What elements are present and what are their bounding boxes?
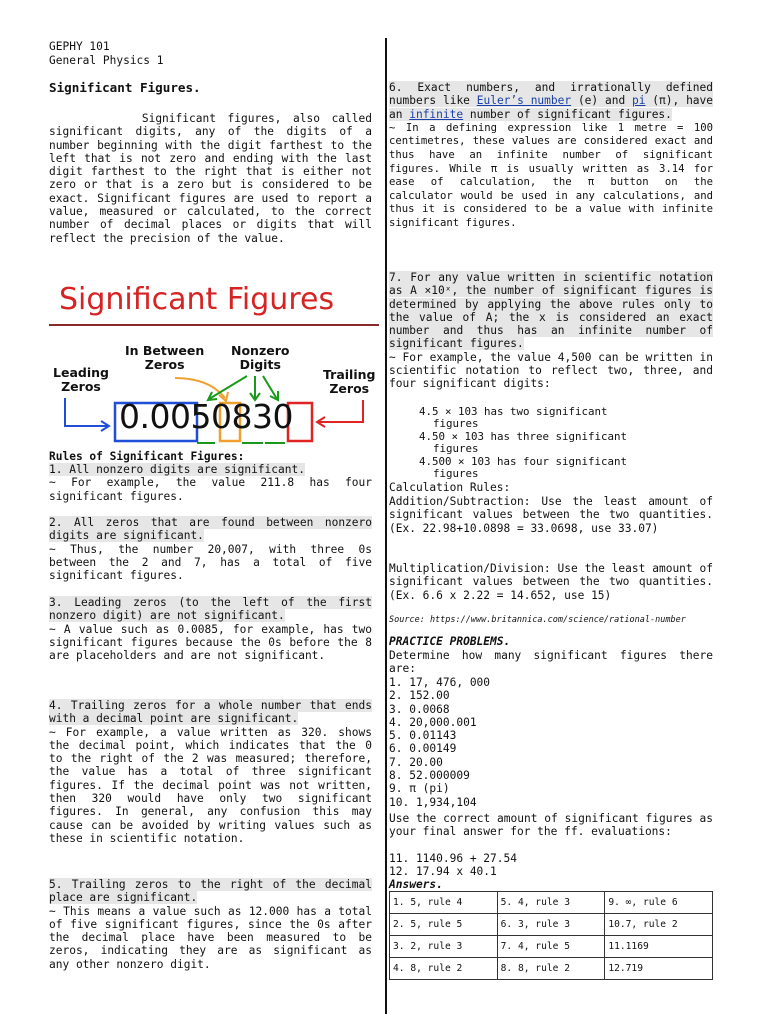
calc-addition-rule: Addition/Subtraction: Use the least amount of significant values between the two quantities. (Ex. 22.98+10.0898 = 33.0698, use 33.07) xyxy=(389,495,713,535)
answer-cell: 3. 2, rule 3 xyxy=(390,936,498,958)
intro-paragraph: Significant figures, also called significant digits, any of the digits of a number beginning with the digit farthest to the left that is not zero and ending with the last digit farthest to the right that is either not zero or that is a zero but is considered to be exact. Significant figures are used to report a value, measured or calculated, to the correct number of decimal places or digits that will reflect the precision of the value. xyxy=(49,112,379,245)
rule-5-example: ~ This means a value such as 12.000 has a total of five significant figures, since the 0s after the decimal place have been measured to be zeros, indicating they are as significant as any other nonzero digit. xyxy=(49,904,372,971)
rule-5-text: 5. Trailing zeros to the right of the decimal place are significant. xyxy=(49,878,372,905)
rule-6 xyxy=(389,81,713,230)
answer-cell: 2. 5, rule 5 xyxy=(390,914,498,936)
calc-multiplication-rule: Multiplication/Division: Use the least amount of significant values between the two quantities. (Ex. 6.6 x 2.22 = 14.652, use 15) xyxy=(389,562,713,602)
answer-cell: 6. 3, rule 3 xyxy=(497,914,605,936)
answer-cell: 7. 4, rule 5 xyxy=(497,936,605,958)
pi-link[interactable]: pi xyxy=(632,94,646,108)
section-title: Significant Figures. xyxy=(49,80,201,95)
label-in-between-zeros: In Between Zeros xyxy=(125,343,205,372)
course-code: GEPHY 101 xyxy=(49,40,110,53)
example-number: 0.0050830 xyxy=(119,397,293,436)
rule-1 xyxy=(49,463,372,503)
answer-cell: 11.1169 xyxy=(605,936,713,958)
rule-4-example: ~ For example, a value written as 320. shows the decimal point, which indicates that the 0 to the right of the 2 was measured; therefore, the value has a total of three significant figures. If the decimal point was not written, then 320 would have only two significant figures. In general, any confusion this may cause can be avoided by writing values such as these in scientific notation. xyxy=(49,725,372,845)
practice-item-9: 9. π (pi) xyxy=(389,782,450,796)
practice-item-10: 10. 1,934,104 xyxy=(389,795,477,809)
practice-list-2 xyxy=(389,852,713,879)
answers-heading: Answers. xyxy=(389,878,443,891)
sci-item-2b: figures xyxy=(433,442,479,456)
label-trailing-zeros: Trailing Zeros xyxy=(323,367,376,396)
practice-intro-2: Use the correct amount of significant figures as your final answer for the ff. evaluations: xyxy=(389,812,713,839)
rule-1-example: ~ For example, the value 211.8 has four significant figures. xyxy=(49,476,372,503)
answer-cell: 12.719 xyxy=(605,958,713,980)
practice-item-5: 5. 0.01143 xyxy=(389,729,457,743)
rule-6-text: 6. Exact numbers, and irrationally defined numbers like Euler’s number (e) and pi (π), have an infinite number of significant figures. xyxy=(389,81,714,121)
practice-list xyxy=(389,676,713,809)
rule-7-example: ~ For example, the value 4,500 can be written in scientific notation to reflect two, three, and four significant digits: xyxy=(389,350,713,391)
diagram-title: Significant Figures xyxy=(59,282,335,317)
sci-item-3a: 4.500 × 103 has four significant xyxy=(419,454,628,468)
answer-cell: 9. ∞, rule 6 xyxy=(605,892,713,914)
practice-item-3: 3. 0.0068 xyxy=(389,702,450,716)
practice-item-12: 12. 17.94 x 40.1 xyxy=(389,865,497,879)
practice-item-1: 1. 17, 476, 000 xyxy=(389,676,491,689)
table-row xyxy=(390,936,713,958)
eulers-number-link[interactable]: Euler’s number xyxy=(476,94,572,108)
course-name: General Physics 1 xyxy=(49,54,164,67)
answer-cell: 8. 8, rule 2 xyxy=(497,958,605,980)
sci-item-3b: figures xyxy=(433,467,479,481)
calc-rules-heading: Calculation Rules: xyxy=(389,481,511,494)
label-nonzero-digits: Nonzero Digits xyxy=(231,343,290,372)
rule-4-text: 4. Trailing zeros for a whole number that ends with a decimal point are significant. xyxy=(49,699,372,726)
answer-cell: 1. 5, rule 4 xyxy=(390,892,498,914)
table-row xyxy=(390,892,713,914)
infinite-link[interactable]: infinite xyxy=(409,107,464,121)
practice-item-4: 4. 20,000.001 xyxy=(389,715,477,729)
source-citation: Source: https://www.britannica.com/science/rational-number xyxy=(389,615,686,625)
sci-item-2a: 4.50 × 103 has three significant xyxy=(419,429,628,443)
rule-5 xyxy=(49,878,372,971)
rules-heading: Rules of Significant Figures: xyxy=(49,450,245,463)
practice-heading: PRACTICE PROBLEMS. xyxy=(389,635,511,648)
practice-item-2: 2. 152.00 xyxy=(389,689,450,703)
label-leading-zeros: Leading Zeros xyxy=(53,365,109,394)
answer-cell: 4. 8, rule 2 xyxy=(390,958,498,980)
answer-cell: 10.7, rule 2 xyxy=(605,914,713,936)
sci-notation-list xyxy=(389,406,713,480)
column-divider xyxy=(385,38,387,1014)
rule-2-example: ~ Thus, the number 20,007, with three 0s between the 2 and 7, has a total of five significant figures. xyxy=(49,542,372,583)
answers-table xyxy=(389,891,713,980)
practice-item-7: 7. 20.00 xyxy=(389,755,443,769)
rule-2-text: 2. All zeros that are found between nonzero digits are significant. xyxy=(49,516,372,543)
table-row xyxy=(390,914,713,936)
rule-6-example: ~ In a defining expression like 1 metre = 100 centimetres, these values are considered exact and thus have an infinite number of significant figures. While π is usually written as 3.14 for ease of calculation, the π button on the calculator would be used in any calculations, and thus it is considered to be a value with infinite significant figures. xyxy=(389,121,713,230)
trailing-arrow xyxy=(319,400,363,422)
rule-3 xyxy=(49,596,372,662)
practice-item-6: 6. 0.00149 xyxy=(389,742,457,756)
rule-3-example: ~ A value such as 0.0085, for example, has two significant figures because the 0s before the 8 are placeholders and are not significant. xyxy=(49,622,372,663)
table-row xyxy=(390,958,713,980)
rule-7-text: 7. For any value written in scientific notation as A ×10ˣ, the number of significant figures is determined by applying the above rules only to the value of A; the x is considered an exact number and thus has an infinite number of significant figures. xyxy=(389,271,713,351)
practice-item-8: 8. 52.000009 xyxy=(389,769,470,783)
rule-1-text: 1. All nonzero digits are significant. xyxy=(49,463,305,476)
practice-intro: Determine how many significant figures there are: xyxy=(389,649,713,676)
sci-item-1a: 4.5 × 103 has two significant xyxy=(419,405,608,418)
practice-item-11: 11. 1140.96 + 27.54 xyxy=(389,852,517,865)
significant-figures-diagram xyxy=(49,282,379,448)
rule-7 xyxy=(389,271,713,391)
sci-item-1b: figures xyxy=(433,417,479,431)
rule-2 xyxy=(49,516,372,582)
rule-3-text: 3. Leading zeros (to the left of the first nonzero digit) are not significant. xyxy=(49,596,372,623)
rule-4 xyxy=(49,699,372,845)
nonzero-arrow-3 xyxy=(263,376,277,399)
answer-cell: 5. 4, rule 3 xyxy=(497,892,605,914)
